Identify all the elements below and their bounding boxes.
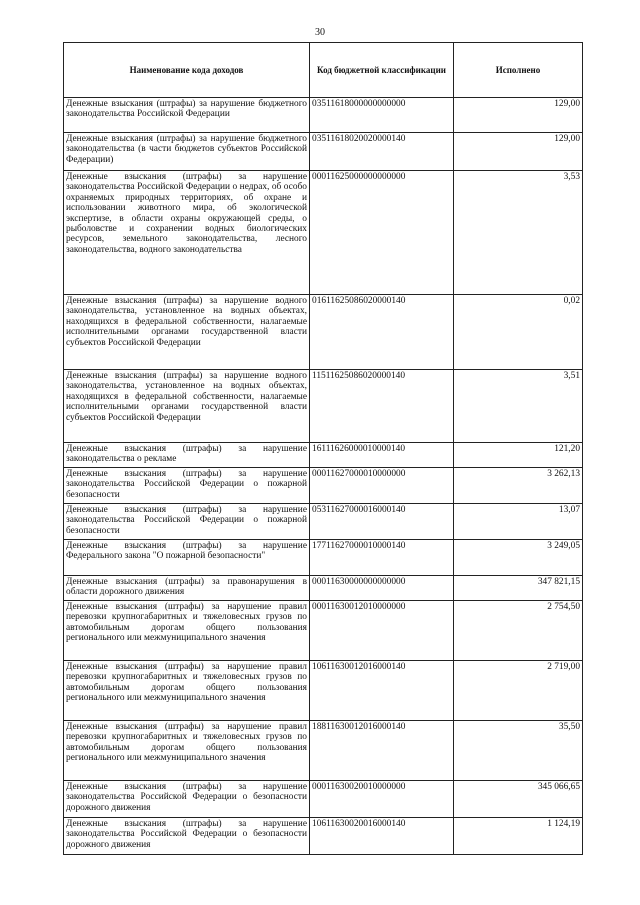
row-amount: 3,53 xyxy=(454,171,583,295)
table-row xyxy=(64,468,583,504)
table-row xyxy=(64,576,583,601)
table-row xyxy=(64,370,583,443)
row-code: 03511618020020000140 xyxy=(310,133,454,171)
header-code: Код бюджетной классификации xyxy=(310,43,454,98)
table-row xyxy=(64,133,583,171)
row-name: Денежные взыскания (штрафы) за нарушение правил перевозки крупногабаритных и тяжеловесных грузов по автомобильным дорогам общего пользования регионального или межмуниципального значения xyxy=(64,661,310,721)
row-name: Денежные взыскания (штрафы) за нарушение правил перевозки крупногабаритных и тяжеловесных грузов по автомобильным дорогам общего пользования регионального или межмуниципального значения xyxy=(64,601,310,661)
row-name: Денежные взыскания (штрафы) за правонарушения в области дорожного движения xyxy=(64,576,310,601)
row-amount: 3 262,13 xyxy=(454,468,583,504)
row-code: 11511625086020000140 xyxy=(310,370,454,443)
table-row xyxy=(64,540,583,576)
row-name: Денежные взыскания (штрафы) за нарушение бюджетного законодательства (в части бюджетов субъектов Российской Федерации) xyxy=(64,133,310,171)
page-number: 30 xyxy=(315,27,325,38)
row-code: 10611630020016000140 xyxy=(310,818,454,855)
row-name: Денежные взыскания (штрафы) за нарушение водного законодательства, установленное на водных объектах, находящихся в федеральной собственности, налагаемые исполнительными органами государственной власти субъектов Российской Федерации xyxy=(64,295,310,370)
table-row xyxy=(64,504,583,540)
header-name: Наименование кода доходов xyxy=(64,43,310,98)
row-name: Денежные взыскания (штрафы) за нарушение бюджетного законодательства Российской Федерации xyxy=(64,98,310,133)
row-name: Денежные взыскания (штрафы) за нарушение законодательства Российской Федерации о безопасности дорожного движения xyxy=(64,781,310,818)
row-amount: 0,02 xyxy=(454,295,583,370)
row-name: Денежные взыскания (штрафы) за нарушение правил перевозки крупногабаритных и тяжеловесных грузов по автомобильным дорогам общего пользования регионального или межмуниципального значения xyxy=(64,721,310,781)
row-code: 00011630012010000000 xyxy=(310,601,454,661)
row-amount: 129,00 xyxy=(454,133,583,171)
row-name: Денежные взыскания (штрафы) за нарушение Федерального закона "О пожарной безопасности" xyxy=(64,540,310,576)
row-name: Денежные взыскания (штрафы) за нарушение водного законодательства, установленное на водных объектах, находящихся в федеральной собственности, налагаемые исполнительными органами государственной власти субъектов Российской Федерации xyxy=(64,370,310,443)
table-row xyxy=(64,781,583,818)
table-row xyxy=(64,98,583,133)
table-row xyxy=(64,601,583,661)
row-amount: 2 719,00 xyxy=(454,661,583,721)
row-code: 00011627000010000000 xyxy=(310,468,454,504)
table-row xyxy=(64,295,583,370)
row-code: 16111626000010000140 xyxy=(310,443,454,468)
header-amount: Исполнено xyxy=(454,43,583,98)
table-row xyxy=(64,721,583,781)
row-name: Денежные взыскания (штрафы) за нарушение законодательства Российской Федерации о недрах, об особо охраняемых природных территориях, об охране и использовании животного мира, об экологической экспертизе, в области охраны окружающей среды, о рыболовстве и сохранении водных биологических ресурсов, земельного законодательства, лесного законодательства, водного законодательства xyxy=(64,171,310,295)
table-row xyxy=(64,171,583,295)
row-name: Денежные взыскания (штрафы) за нарушение законодательства Российской Федерации о пожарной безопасности xyxy=(64,504,310,540)
row-code: 00011630000000000000 xyxy=(310,576,454,601)
row-amount: 3 249,05 xyxy=(454,540,583,576)
row-amount: 1 124,19 xyxy=(454,818,583,855)
row-code: 05311627000016000140 xyxy=(310,504,454,540)
row-name: Денежные взыскания (штрафы) за нарушение законодательства Российской Федерации о пожарной безопасности xyxy=(64,468,310,504)
row-code: 01611625086020000140 xyxy=(310,295,454,370)
row-amount: 13,07 xyxy=(454,504,583,540)
row-amount: 121,20 xyxy=(454,443,583,468)
table-header-row xyxy=(64,43,583,98)
row-name: Денежные взыскания (штрафы) за нарушение законодательства Российской Федерации о безопасности дорожного движения xyxy=(64,818,310,855)
row-amount: 2 754,50 xyxy=(454,601,583,661)
row-code: 10611630012016000140 xyxy=(310,661,454,721)
row-code: 00011630020010000000 xyxy=(310,781,454,818)
row-amount: 35,50 xyxy=(454,721,583,781)
row-amount: 347 821,15 xyxy=(454,576,583,601)
row-name: Денежные взыскания (штрафы) за нарушение законодательства о рекламе xyxy=(64,443,310,468)
table-row xyxy=(64,443,583,468)
row-amount: 3,51 xyxy=(454,370,583,443)
row-code: 18811630012016000140 xyxy=(310,721,454,781)
row-amount: 345 066,65 xyxy=(454,781,583,818)
row-amount: 129,00 xyxy=(454,98,583,133)
row-code: 00011625000000000000 xyxy=(310,171,454,295)
row-code: 03511618000000000000 xyxy=(310,98,454,133)
revenue-table xyxy=(63,42,583,855)
table-row xyxy=(64,818,583,855)
row-code: 17711627000010000140 xyxy=(310,540,454,576)
table-row xyxy=(64,661,583,721)
